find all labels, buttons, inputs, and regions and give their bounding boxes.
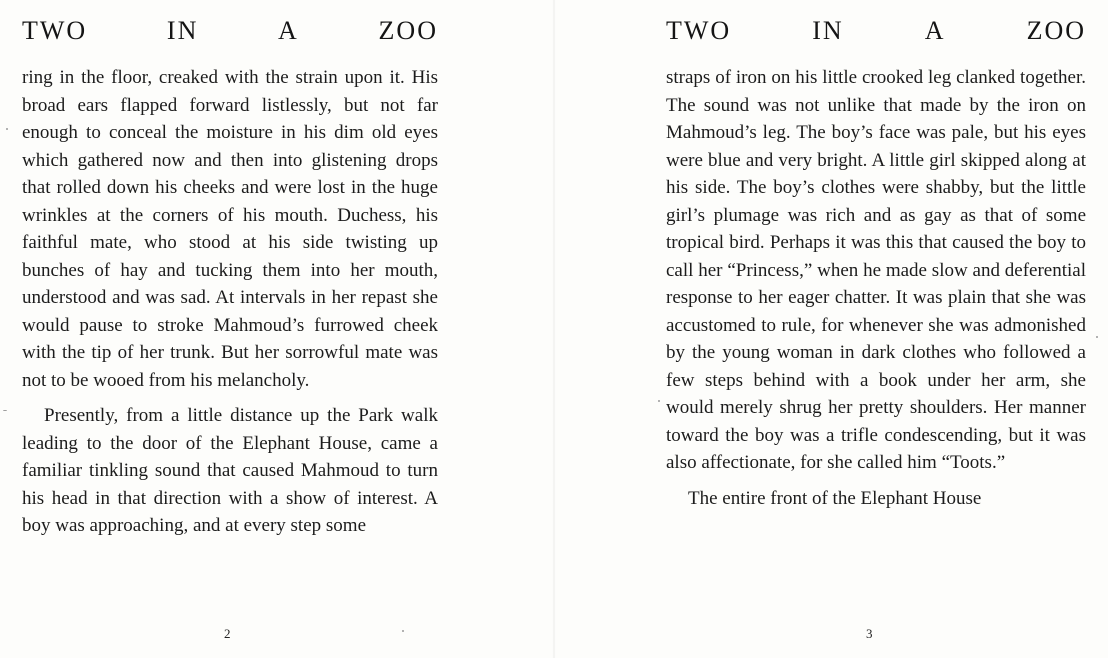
paragraph: straps of iron on his little crooked leg clanked together. The sound was not unlike that made by the iron on Mahmoud’s leg. The boy’s face was pale, but his eyes were blue and very bright. A little girl skipped along at his side. The boy’s clothes were shabby, but the little girl’s plumage was rich and as gay as that of some tropical bird. Perhaps it was this that caused the boy to call her “Princess,” when he made slow and deferential response to her eager chatter. It was plain that she was accustomed to rule, for whenever she was admonished by the young woman in dark clothes who followed a few steps behind with a book under her arm, she would merely shrug her pretty shoulders. Her manner toward the boy was a trifle condescending, but it was also affectionate, for she called him “Toots.”	[666, 67, 1086, 473]
paragraph: ring in the floor, creaked with the strain upon it. His broad ears flapped forward listlessly, but not far enough to conceal the moisture in his dim old eyes which gathered now and then into glistening drops that rolled down his cheeks and were lost in the huge wrinkles at the corners of his mouth. Duchess, his faithful mate, who stood at his side twisting up bunches of hay and tucking them into her mouth, understood and was sad. At intervals in her repast she would pause to stroke Mahmoud’s furrowed cheek with the tip of her trunk. But her sorrowful mate was not to be wooed from his melancholy.	[22, 67, 438, 391]
paper-speck	[1096, 336, 1098, 338]
running-head	[666, 16, 1086, 46]
right-page	[554, 0, 1108, 658]
running-head-word: ZOO	[378, 16, 438, 45]
page-body	[666, 64, 1086, 520]
running-head-word: IN	[812, 16, 844, 45]
running-head-word: TWO	[22, 16, 88, 45]
paper-speck	[6, 128, 8, 130]
page-number: 3	[866, 626, 873, 641]
paragraph: The entire front of the Elephant House	[688, 487, 982, 509]
running-head-word: TWO	[666, 16, 732, 45]
page-body	[22, 64, 438, 548]
running-head-word: IN	[166, 16, 199, 45]
paragraph: Presently, from a little distance up the Park walk leading to the door of the Elephant House, came a familiar tinkling sound that caused Mahmoud to turn his head in that direction with a show of interest. A boy was approaching, and at every step some	[22, 405, 438, 536]
running-head-word: A	[278, 16, 299, 45]
paper-speck	[402, 630, 404, 632]
paper-speck	[658, 400, 660, 402]
running-head-word: A	[924, 16, 946, 45]
paper-speck	[3, 410, 7, 411]
running-head	[22, 16, 438, 46]
running-head-word: ZOO	[1026, 16, 1086, 45]
page-number: 2	[224, 626, 231, 641]
